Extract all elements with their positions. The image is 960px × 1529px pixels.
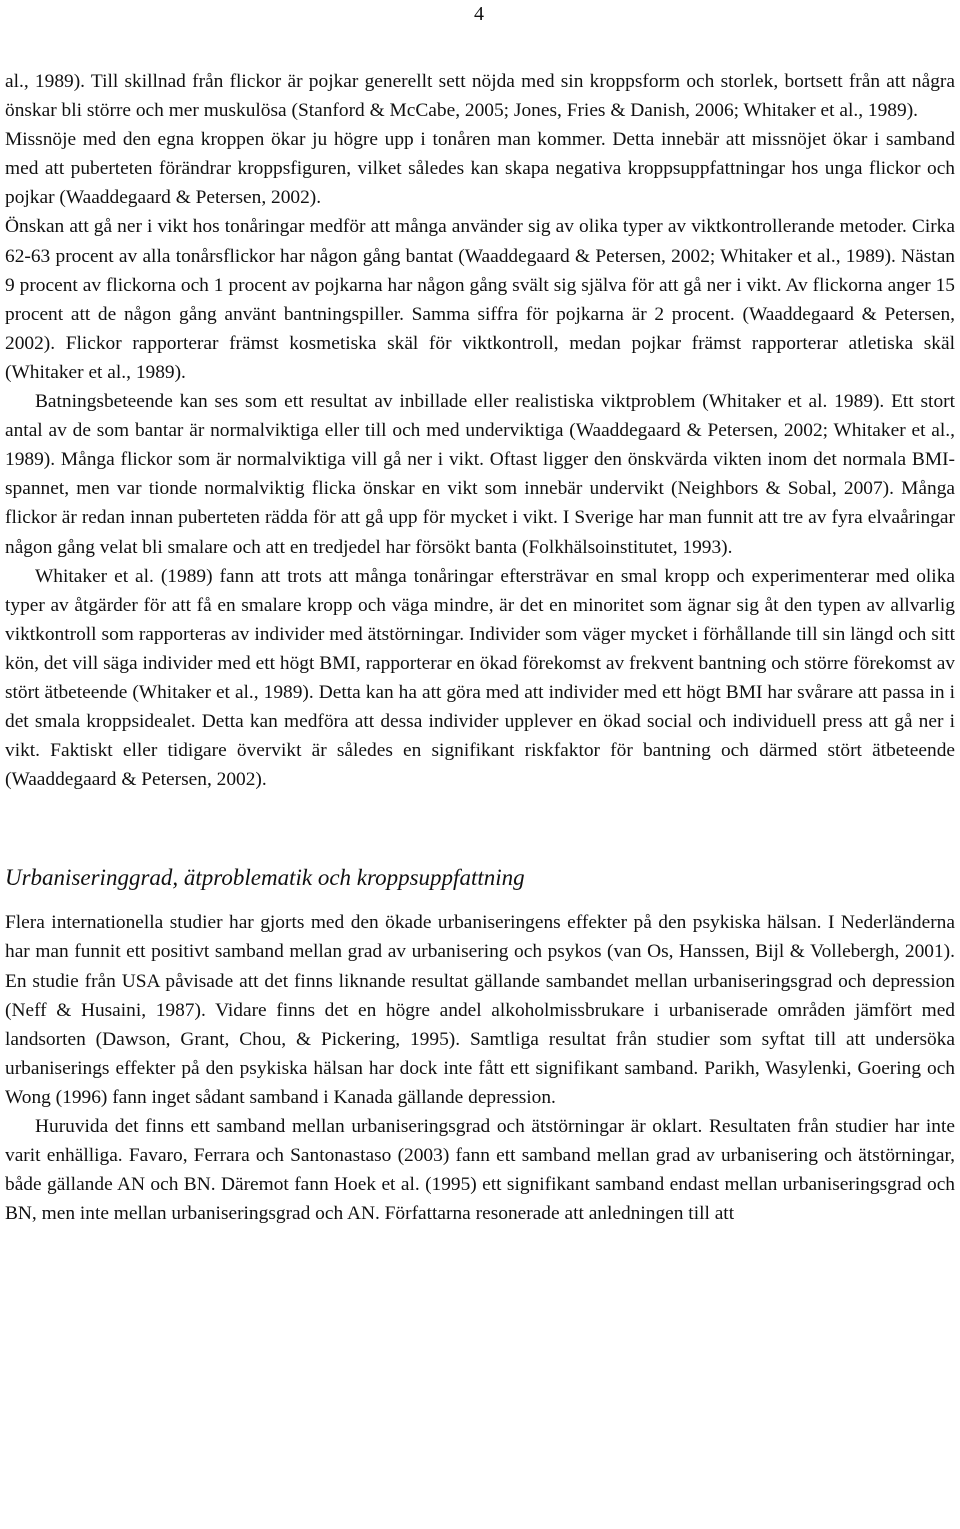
- document-body: [5, 67, 955, 1228]
- body-paragraph: Batningsbeteende kan ses som ett resultat av inbillade eller realistiska viktproblem (Whitaker et al. 1989). Ett stort antal av de som bantar är normalviktiga eller till och med underviktiga (Waaddegaard & Petersen, 2002; Whitaker et al., 1989). Många flickor som är normalviktiga vill gå ner i vikt. Oftast ligger den önskvärda vikten inom det normala BMI-spannet, men var tionde normalviktig flicka önskar en vikt som innebär undervikt (Neighbors & Sobal, 2007). Många flickor är redan innan puberteten rädda för att gå upp för mycket i vikt. I Sverige har man funnit att tre av fyra elvaåringar någon gång velat bli smalare och att en tredjedel har försökt banta (Folkhälsoinstitutet, 1993).: [5, 391, 955, 558]
- section-heading: Urbaniseringgrad, ätproblematik och kroppsuppfattning: [5, 865, 525, 891]
- body-paragraph: Flera internationella studier har gjorts med den ökade urbaniseringens effekter på den psykiska hälsan. I Nederländerna har man funnit ett positivt samband mellan grad av urbanisering och psykos (van Os, Hanssen, Bijl & Vollebergh, 2001). En studie från USA påvisade att det finns liknande resultat gällande sambandet mellan urbaniseringsgrad och depression (Neff & Husaini, 1987). Vidare finns det en högre andel alkoholmissbrukare i urbaniserade områden jämfört med landsorten (Dawson, Grant, Chou, & Pickering, 1995). Samtliga resultat från studier som syftat till att undersöka urbaniserings effekter på den psykiska hälsan har dock inte fått ett signifikant samband. Parikh, Wasylenki, Goering och Wong (1996) fann inget sådant samband i Kanada gällande depression.: [5, 912, 955, 1108]
- page-number: 4: [474, 3, 484, 25]
- body-paragraph: Whitaker et al. (1989) fann att trots att många tonåringar eftersträvar en smal kropp och experimenterar med olika typer av åtgärder för att få en smalare kropp och väga mindre, är det en minoritet som ägnar sig åt den typen av allvarlig viktkontroll som rapporteras av individer med ätstörningar. Individer som väger mycket i förhållande till sin längd och sitt kön, det vill säga individer med ett högt BMI, rapporterar en ökad förekomst av frekvent bantning och större förekomst av stört ätbeteende (Whitaker et al., 1989). Detta kan ha att göra med att individer med ett högt BMI har svårare att passa in i det smala kroppsidealet. Detta kan medföra att dessa individer upplever en ökad social och individuell press att gå ner i vikt. Faktiskt eller tidigare övervikt är således en signifikant riskfaktor för bantning och därmed stört ätbeteende (Waaddegaard & Petersen, 2002).: [5, 565, 955, 791]
- body-paragraph: Huruvida det finns ett samband mellan urbaniseringsgrad och ätstörningar är oklart. Resultaten från studier har inte varit enhälliga. Favaro, Ferrara och Santonastaso (2003) fann ett samband mellan grad av urbanisering och ätstörningar, både gällande AN och BN. Däremot fann Hoek et al. (1995) ett signifikant samband endast mellan urbaniseringsgrad och BN, men inte mellan urbaniseringsgrad och AN. Författarna resonerade att anledningen till att: [5, 1116, 955, 1225]
- body-paragraph: Önskan att gå ner i vikt hos tonåringar medför att många använder sig av olika typer av viktkontrollerande metoder. Cirka 62-63 procent av alla tonårsflickor har någon gång bantat (Waaddegaard & Petersen, 2002; Whitaker et al., 1989). Nästan 9 procent av flickorna och 1 procent av pojkarna har någon gång svält sig själva för att gå ner i vikt. Av flickorna anger 15 procent att de någon gång använt bantningspiller. Samma siffra för pojkarna är 2 procent. (Waaddegaard & Petersen, 2002). Flickor rapporterar främst kosmetiska skäl för viktkontroll, medan pojkar främst rapporterar atletiska skäl (Whitaker et al., 1989).: [5, 216, 955, 383]
- body-paragraph: al., 1989). Till skillnad från flickor är pojkar generellt sett nöjda med sin kroppsform och storlek, bortsett från att några önskar bli större och mer muskulösa (Stanford & McCabe, 2005; Jones, Fries & Danish, 2006; Whitaker et al., 1989).: [5, 71, 955, 122]
- body-paragraph: Missnöje med den egna kroppen ökar ju högre upp i tonåren man kommer. Detta innebär att missnöjet ökar i samband med att puberteten förändrar kroppsfiguren, vilket således kan skapa negativa kroppsuppfattningar hos unga flickor och pojkar (Waaddegaard & Petersen, 2002).: [5, 129, 955, 209]
